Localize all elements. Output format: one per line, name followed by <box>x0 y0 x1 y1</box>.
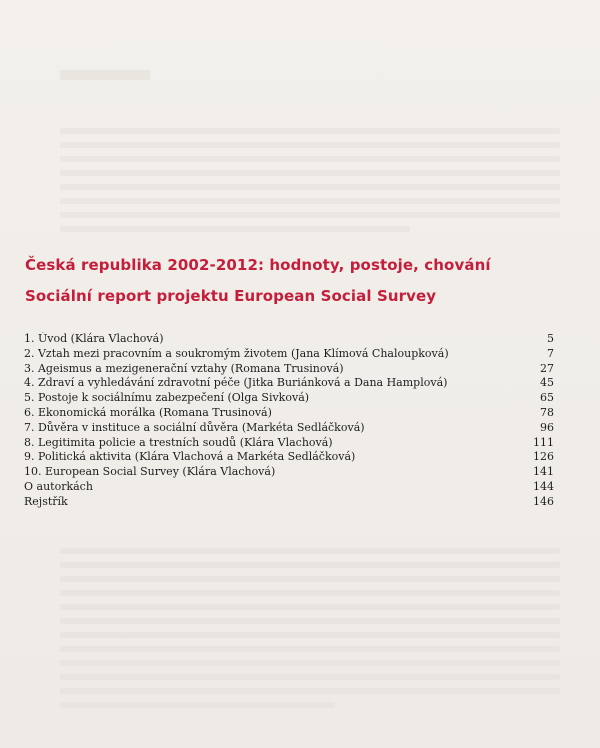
toc-entry-title: 9. Politická aktivita (Klára Vlachová a Markéta Sedláčková) <box>24 450 356 464</box>
toc-entry <box>24 421 554 436</box>
toc-entry <box>24 347 554 362</box>
toc-entry <box>24 332 554 347</box>
toc-entry-page: 96 <box>540 420 554 434</box>
toc-entry-title: 6. Ekonomická morálka (Romana Trusinová) <box>24 405 272 419</box>
toc-entry-title: 2. Vztah mezi pracovním a soukromým životem (Jana Klímová Chaloupková) <box>24 346 449 360</box>
bleed-through-text-top <box>60 128 560 240</box>
toc-entry-title: 5. Postoje k sociálnímu zabezpečení (Olga Sivková) <box>24 391 310 405</box>
toc-entry-page: 146 <box>533 494 554 508</box>
toc-entry-title: 7. Důvěra v instituce a sociální důvěra (Markéta Sedláčková) <box>24 420 365 434</box>
toc-entry-page: 65 <box>540 391 554 405</box>
toc-entry-page: 144 <box>533 479 554 493</box>
toc-entry-title: 3. Ageismus a mezigenerační vztahy (Romana Trusinová) <box>24 361 344 375</box>
toc-entry <box>24 436 554 451</box>
toc-entry <box>24 406 554 421</box>
toc-entry-title: O autorkách <box>24 479 93 493</box>
toc-entry <box>24 391 554 406</box>
table-of-contents <box>24 332 554 510</box>
toc-entry <box>24 495 554 510</box>
toc-entry-page: 141 <box>533 465 554 479</box>
toc-entry-page: 78 <box>540 405 554 419</box>
toc-entry <box>24 362 554 377</box>
bleed-through-text-bottom <box>60 548 560 716</box>
toc-entry-page: 27 <box>540 361 554 375</box>
toc-entry-title: 1. Úvod (Klára Vlachová) <box>24 332 164 345</box>
toc-entry-page: 126 <box>533 450 554 464</box>
toc-entry-page: 7 <box>547 346 554 360</box>
toc-entry <box>24 376 554 391</box>
book-title: Česká republika 2002-2012: hodnoty, postoje, chování <box>25 256 491 274</box>
toc-entry-page: 5 <box>547 332 554 345</box>
toc-entry <box>24 465 554 480</box>
toc-entry-title: Rejstřík <box>24 494 68 508</box>
toc-entry <box>24 480 554 495</box>
bleed-through-heading <box>60 70 150 80</box>
title-block <box>25 256 580 305</box>
book-subtitle: Sociální report projektu European Social Survey <box>25 287 437 305</box>
toc-entry-title: 10. European Social Survey (Klára Vlachová) <box>24 465 276 479</box>
toc-entry <box>24 450 554 465</box>
toc-entry-page: 45 <box>540 376 554 390</box>
toc-entry-title: 8. Legitimita policie a trestních soudů (Klára Vlachová) <box>24 435 333 449</box>
toc-entry-title: 4. Zdraví a vyhledávání zdravotní péče (Jitka Buriánková a Dana Hamplová) <box>24 376 448 390</box>
toc-entry-page: 111 <box>533 435 554 449</box>
